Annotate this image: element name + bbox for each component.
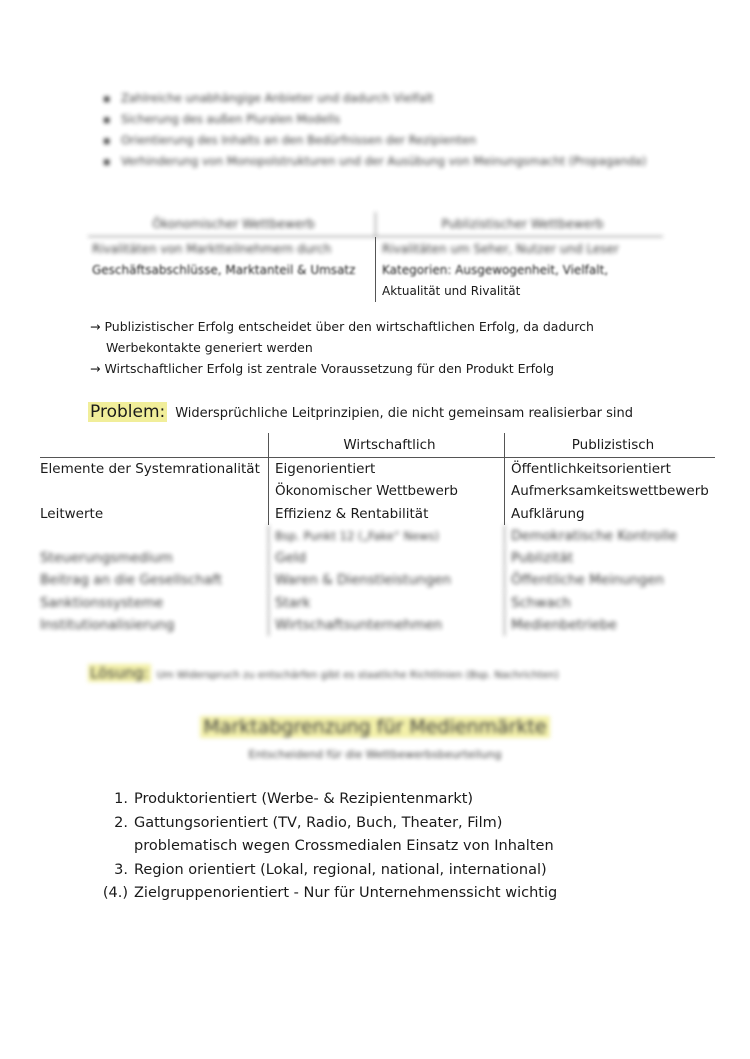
list-item: ▪ Zahlreiche unabhängige Anbieter und dadurch Vielfalt: [103, 88, 663, 109]
problem-statement: [88, 402, 728, 422]
header-economic: Wirtschaftlich: [268, 433, 504, 457]
table-row: Ökonomischer Wettbewerb Aufmerksamkeitswettbewerb: [40, 480, 715, 502]
economic-cell: Rivalitäten von Marktteilnehmern durch Geschäftsabschlüsse, Marktanteil & Umsatz: [92, 242, 356, 277]
competition-comparison-table: [88, 212, 663, 302]
bullet-icon: ▪: [103, 155, 111, 168]
item-number: (4.): [102, 885, 128, 901]
journalistic-cell: Rivalitäten um Seher, Nutzer und Leser Kategorien: Ausgewogenheit, Vielfalt, Aktualität und Rivalität: [375, 237, 663, 302]
principles-table: [40, 433, 715, 636]
item-text: Region orientiert (Lokal, regional, national, international): [134, 861, 547, 878]
header-journalistic: Publizistischer Wettbewerb: [375, 212, 663, 236]
item-text: Zielgruppenorientiert - Nur für Unternehmenssicht wichtig: [134, 885, 558, 901]
item-text: problematisch wegen Crossmedialen Einsatz von Inhalten: [134, 838, 554, 854]
table-row: Leitwerte Effizienz & Rentabilität Aufklärung: [40, 503, 715, 525]
item-number: 1.: [114, 791, 128, 807]
note-line: → Publizistischer Erfolg entscheidet über den wirtschaftlichen Erfolg, da dadurch: [90, 319, 594, 334]
table-body: [88, 237, 663, 302]
list-item: [104, 812, 704, 836]
list-item: [104, 859, 704, 883]
section-title: [0, 716, 750, 738]
table-row: Bsp. Punkt 12 („Fake“ News) Demokratische Kontrolle: [40, 525, 715, 547]
item-number: 3.: [114, 861, 128, 878]
list-item: ▪ Verhinderung von Monopolstrukturen und der Ausübung von Meinungsmacht (Propaganda): [103, 151, 663, 172]
bullet-icon: ▪: [103, 134, 111, 147]
item-text: Produktorientiert (Werbe- & Rezipientenmarkt): [134, 791, 474, 807]
table-row: Sanktionssysteme Stark Schwach: [40, 592, 715, 614]
intro-bullet-list: [103, 88, 663, 172]
header-economic: Ökonomischer Wettbewerb: [152, 217, 315, 231]
item-text: Gattungsorientiert (TV, Radio, Buch, Theater, Film): [134, 814, 503, 831]
section-subtitle: Entscheidend für die Wettbewerbsbeurteilung: [248, 748, 502, 761]
bullet-icon: ▪: [103, 92, 111, 105]
list-item: ▪ Orientierung des Inhalts an den Bedürfnissen der Rezipienten: [103, 130, 663, 151]
list-item: [104, 788, 704, 812]
header-empty: [40, 433, 268, 457]
table-row: Elemente der Systemrationalität Eigenorientiert Öffentlichkeitsorientiert: [40, 458, 715, 480]
list-item: [104, 882, 704, 906]
table-row: Institutionalisierung Wirtschaftsunternehmen Medienbetriebe: [40, 614, 715, 636]
problem-label: Problem:: [90, 402, 166, 422]
solution-label: Lösung:: [90, 664, 149, 682]
table-row: Steuerungsmedium Geld Publizität: [40, 547, 715, 569]
note-line: → Wirtschaftlicher Erfolg ist zentrale Voraussetzung für den Produkt Erfolg: [90, 361, 555, 376]
note-line: Werbekontakte generiert werden: [106, 340, 313, 355]
table-header: [40, 433, 715, 458]
section-heading: Marktabgrenzung für Medienmärkte: [200, 716, 549, 738]
market-definition-list: [104, 788, 704, 906]
header-journalistic: Publizistisch: [504, 433, 715, 457]
list-item-continuation: [104, 835, 704, 859]
solution-statement: [88, 664, 688, 682]
solution-text: Um Widerspruch zu entschärfen gibt es staatliche Richtlinien (Bsp. Nachrichten): [156, 670, 559, 681]
table-row: Beitrag an die Gesellschaft Waren & Dienstleistungen Öffentliche Meinungen: [40, 569, 715, 591]
bullet-icon: ▪: [103, 113, 111, 126]
list-item: ▪ Sicherung des außen Pluralen Modells: [103, 109, 663, 130]
table-header: [88, 212, 663, 237]
arrow-notes: [90, 316, 690, 379]
item-number: 2.: [114, 814, 128, 831]
problem-text: Widersprüchliche Leitprinzipien, die nicht gemeinsam realisierbar sind: [175, 406, 634, 421]
